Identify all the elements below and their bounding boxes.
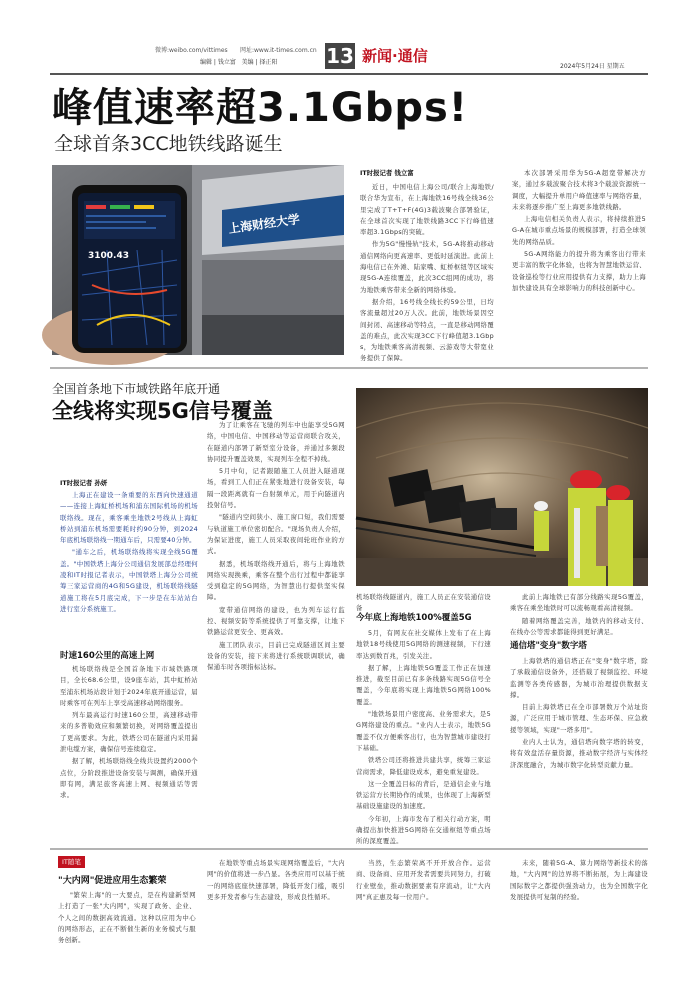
second-kicker: 全国首条地下市域铁路年底开通 [52,382,221,396]
tunnel-photo-illustration [356,388,648,586]
second-col4-body [510,656,648,838]
editor-label: 编辑 [200,59,213,66]
bottom-tag: IT随笔 [58,856,85,868]
designer-label: 美编 [241,59,254,66]
second-headline: 全线将实现5G信号覆盖 [52,399,273,423]
second-paragraph: "地铁场景用户密度高、业务需求大，是5G网络建设的重点。"业内人士表示，地铁5G覆盖不仅方便乘客出行，也为智慧城市建设打下基础。 [356,710,491,752]
weekday-text: 星期五 [606,63,625,70]
second-paragraph: 5月中旬，记者跟随施工人员进入隧道现场，看到工人们正在紧张地进行设备安装，每隔一段距离就有一台射频单元，用于向隧道内投射信号。 [207,467,345,510]
date-text: 2024年5月24日 [560,63,605,70]
second-paragraph: 上海正在建设一条重要的东西向快速通道——连接上海虹桥机场和浦东国际机场的机场联络线。现在，乘客乘坐地铁2号线从上海虹桥站到浦东机场需要耗时约90分钟，到2024年底机场联络线一期通车后，只需要40分钟。 [60,491,198,545]
second-paragraph: 业内人士认为，通信塔向数字塔的转变，将有效盘活存量资源，推动数字经济与实体经济深度融合，为城市数字化转型贡献力量。 [510,738,648,769]
second-col3-body [356,628,491,846]
second-paragraph: 据了解，上海地铁5G覆盖工作正在加速推进，截至目前已有多条线路实现5G信号全覆盖，今年底将实现上海地铁5G网络100%覆盖。 [356,663,491,706]
second-paragraph: 目前上海铁塔已在全市部署数万个站址资源，广泛应用于城市管理、生态环保、应急救援等领域，实现"一塔多用"。 [510,703,648,734]
second-paragraph: 铁塔公司还将推进共建共享，统筹三家运营商需求，降低建设成本，避免重复建设。 [356,756,491,776]
second-paragraph: 据了解，机场联络线全线共设置约2000个点位，分阶段推进设备安装与调测，确保开通即有网，满足旅客高速上网、视频通话等需求。 [60,757,198,800]
second-paragraph: 列车最高运行时速160公里，高速移动带来的多普勒效应和频繁切换，对网络覆盖提出了更高要求。为此，铁塔公司在隧道内采用漏泄电缆方案，确保信号连续稳定。 [60,711,198,754]
section-title: 新闻·通信 [362,47,428,65]
bottom-paragraph: "繁荣上海"的一大要点，是在构建新型网上打造了一张"大内网"，实现了政务、企业、个人之间的数据高效流通。这种以应用为中心的网络形态，正在不断催生新的业务模式与服务创新。 [58,891,196,945]
header-website: 网址:www.it-times.com.cn [240,47,317,54]
lead-text-col1 [360,182,494,363]
tunnel-photo [356,388,648,586]
lead-paragraph: 5G-A网络能力的提升将为乘客出行带来更丰富的数字化体验，也将为智慧地铁运营、设备巡检等行业应用提供有力支撑，助力上海加快建设具有全球影响力的科技创新中心。 [512,250,646,292]
second-paragraph: 上海铁塔的通信塔正在"变身"数字塔，除了承载通信设备外，还搭载了视频监控、环境监测等各类传感器，为城市治理提供数据支撑。 [510,657,648,699]
lead-paragraph: 近日，中国电信上海公司/联合上海地铁/联合华为宣布，在上海地铁16号线全线36公里完成了T+T+F(4G)3载波聚合部署验证，在全球首次实现了地铁线路3CC下行峰值速率超3.1Gbps的突破。 [360,183,494,237]
header-editor: 编辑 | 钱立富 美编 | 择正阳 [200,59,278,66]
lead-text-col2 [512,168,646,352]
second-col2-body [207,420,345,840]
second-subhead-2: 今年底上海地铁100%覆盖5G [356,613,472,623]
second-paragraph: 施工团队表示，目前已完成隧道区间主要设备的安装，接下来将进行系统联调联试，确保通车时各项指标达标。 [207,640,345,672]
second-paragraph: 机场联络线是全国首条地下市域铁路项目，全长68.6公里，设9座车站，其中虹桥站至浦东机场站段计划于2024年底开通运营，届时乘客可在列车上享受高速移动网络服务。 [60,665,198,707]
bottom-col1 [58,890,196,960]
header-date [560,62,625,72]
second-paragraph: 随着网络覆盖完善，地铁内的移动支付、在线办公等需求都能得到更好满足。 [510,616,648,636]
bottom-paragraph: 未来，随着5G-A、算力网络等新技术的落地，"大内网"的边界将不断拓展，为上海建设国际数字之都提供强劲动力，也为全国数字化发展提供可复制的经验。 [510,859,648,901]
second-subhead-1: 时速160公里的高速上网 [60,651,155,661]
second-col1-body [60,664,198,836]
bottom-col3 [356,858,491,958]
second-paragraph: 据悉，机场联络线开通后，将与上海地铁网络实现换乘，乘客在整个出行过程中都能享受到稳定的5G网络，为智慧出行提供坚实保障。 [207,559,345,602]
second-paragraph: 为了让乘客在飞驰的列车中也能享受5G网络，中国电信、中国移动等运营商联合攻关，在隧道内部署了新型室分设备，并通过多频段协同提升覆盖效果，实现列车全程不掉线。 [207,421,345,463]
lead-paragraph: 作为5G"慢慢轨"技术，5G-A将推动移动通信网络向更高速率、更低时延演进。此前上海电信已在外滩、陆家嘴、虹桥枢纽等区域实现5G-A连续覆盖，此次3CC组网的成功，将为地铁乘客带来全新的网络体验。 [360,240,494,294]
bottom-paragraph: 在地铁等重点场景实现网络覆盖后，"大内网"的价值将进一步凸显。各类应用可以基于统一的网络底座快速部署，降低开发门槛，吸引更多开发者参与生态建设，形成良性循环。 [207,859,345,901]
second-paragraph: 此前上海地铁已有部分线路实现5G覆盖，乘客在乘坐地铁时可以流畅观看高清视频。 [510,593,648,613]
section-divider [50,367,648,369]
tunnel-photo-caption: 机场联络线隧道内，施工人员正在安装通信设备 [356,593,491,612]
header-rule [50,73,648,75]
second-col4-top [510,592,648,636]
bottom-col4 [510,858,648,958]
second-intro [60,490,198,645]
designer-name: 择正阳 [259,59,278,66]
second-paragraph: "通车之后，机场联络线将实现全线5G覆盖。"中国铁塔上海分公司通信发展部总经理何凌和IT时报记者表示，中国铁塔上海分公司统筹三家运营商的4G和5G建设，机场联络线隧道施工将在5月底完成，下一步是在车站站台进行室分系统施工。 [60,548,198,613]
page-number: 13 [326,44,354,68]
phone-speed-reading: 3100.43 [88,251,129,261]
lead-byline: IT时报记者 钱立富 [360,169,414,177]
bottom-headline: "大内网"促进应用生态繁荣 [58,876,167,886]
second-paragraph: 这一全覆盖目标的背后，是通信企业与地铁运营方长期协作的成果，也体现了上海新型基础设施建设的加速度。 [356,779,491,811]
lead-paragraph: 据介绍，16号线全线长约59公里，日均客流量超过20万人次。此前，地铁场景因空间封闭、高速移动等特点，一直是移动网络覆盖的难点，此次实现3CC下行峰值超3.1Gbps，为地铁乘客高清视频、云游戏等大带宽业务提供了保障。 [360,297,494,363]
header-weibo: 微博:weibo.com/vittimes [155,47,228,54]
train-sign-text: 上海财经大学 [227,212,301,236]
lead-paragraph: 本次部署采用华为5G-A超宽带解决方案，通过多载波聚合技术将3个载波资源统一调度，大幅提升单用户峰值速率与网络容量，未来将逐步推广至上海更多地铁线路。 [512,169,646,211]
bottom-divider [50,848,648,850]
second-subhead-3: 通信塔"变身"数字塔 [510,641,587,651]
second-paragraph: 今年初，上海市发布了相关行动方案，明确提出加快推进5G网络在交通枢纽等重点场所的深度覆盖。 [356,814,491,846]
second-paragraph: "隧道内空间狭小、施工窗口短，我们需要与轨道施工单位密切配合。"现场负责人介绍，为保证进度，施工人员采取夜间轮班作业的方式。 [207,513,345,556]
second-byline: IT时报记者 孙妍 [60,479,108,487]
bottom-col2 [207,858,345,958]
second-paragraph: 宽带通信网络的建设，也为列车运行监控、视频安防等系统提供了可靠支撑，让地下铁路运营更安全、更高效。 [207,605,345,637]
bottom-paragraph: 当然，生态繁荣离不开开放合作。运营商、设备商、应用开发者需要共同努力，打破行业壁垒，推动数据要素有序流动，让"大内网"真正惠及每一位用户。 [356,859,491,901]
lead-headline: 峰值速率超3.1Gbps! [52,85,469,131]
lead-paragraph: 上海电信相关负责人表示，将持续推进5G-A在城市重点场景的规模部署，打造全球领先的网络品质。 [512,215,646,246]
editor-name: 钱立富 [217,59,236,66]
second-paragraph: 5月，有网友在社交媒体上发布了在上海地铁18号线使用5G网络的测速视频，下行速率达到数百兆，引发关注。 [356,629,491,660]
lead-subheadline: 全球首条3CC地铁线路诞生 [54,133,283,155]
lead-photo [52,165,344,355]
